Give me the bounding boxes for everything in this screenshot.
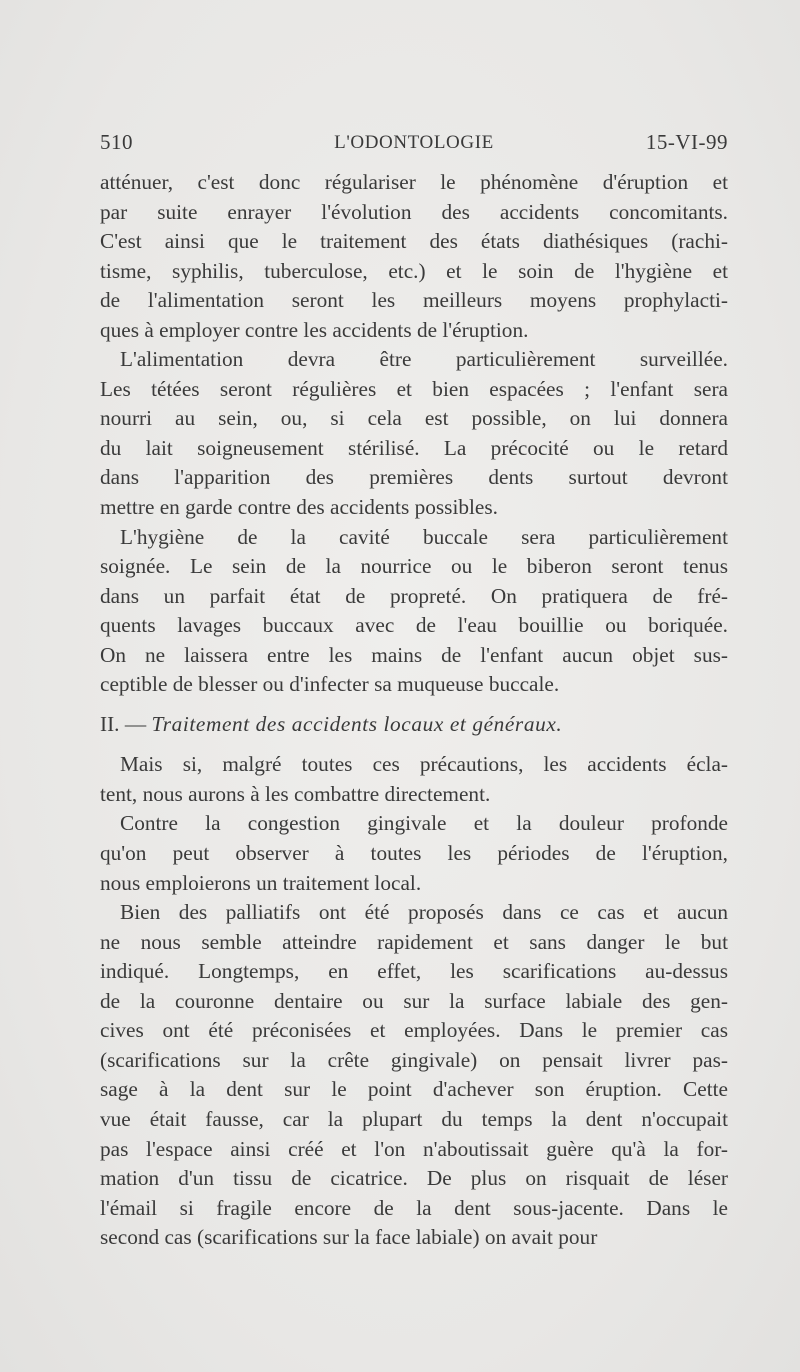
text-line: qu'on peut observer à toutes les périodes de l'éruption, [100,841,728,866]
paragraph-p5 [100,809,728,898]
text-line: (scarifications sur la crête gingivale) on pensait livrer pas- [100,1047,728,1072]
section-heading [100,710,728,740]
text-line: L'alimentation devra être particulièrement surveillée. [120,347,728,372]
text-line: L'hygiène de la cavité buccale sera particulièrement [120,524,728,549]
paragraph-p6 [100,898,728,1253]
text-line: nous emploierons un traitement local. [100,870,422,895]
text-line: ne nous semble atteindre rapidement et sans danger le but [100,929,728,954]
text-line: cives ont été préconisées et employées. Dans le premier cas [100,1018,728,1043]
paragraph-p1 [100,168,728,345]
text-line: Contre la congestion gingivale et la douleur profonde [120,811,728,836]
text-line: quents lavages buccaux avec de l'eau bouillie ou boriquée. [100,613,728,638]
body-text [100,168,728,1253]
text-line: sage à la dent sur le point d'achever son éruption. Cette [100,1077,728,1102]
text-line: ques à employer contre les accidents de l'éruption. [100,317,529,342]
text-line: On ne laissera entre les mains de l'enfant aucun objet sus- [100,642,728,667]
text-line: de la couronne dentaire ou sur la surface labiale des gen- [100,988,728,1013]
text-line: C'est ainsi que le traitement des états diathésiques (rachi- [100,229,728,254]
text-line: indiqué. Longtemps, en effet, les scarifications au-dessus [100,959,728,984]
text-line: pas l'espace ainsi créé et l'on n'aboutissait guère qu'à la for- [100,1136,728,1161]
issue-date: 15-VI-99 [645,130,728,154]
text-line: par suite enrayer l'évolution des accidents concomitants. [100,199,728,224]
text-line: Les tétées seront régulières et bien espacées ; l'enfant sera [100,376,728,401]
text-line: nourri au sein, ou, si cela est possible, on lui donnera [100,406,728,431]
text-line: l'émail si fragile encore de la dent sous-jacente. Dans le [100,1195,728,1220]
text-line: vue était fausse, car la plupart du temps la dent n'occupait [100,1106,728,1131]
running-header [100,130,728,160]
paragraph-p4 [100,750,728,809]
section-title: Traitement des accidents locaux et généraux. [151,711,563,736]
text-line: de l'alimentation seront les meilleurs moyens prophylacti- [100,288,728,313]
text-line: ceptible de blesser ou d'infecter sa muqueuse buccale. [100,672,560,697]
page-number: 510 [100,130,133,154]
paragraph-p2 [100,345,728,522]
text-line: du lait soigneusement stérilisé. La précocité ou le retard [100,435,728,460]
section-number: II. — [100,711,152,736]
text-line: dans un parfait état de propreté. On pratiquera de fré- [100,583,728,608]
text-line: mation d'un tissu de cicatrice. De plus on risquait de léser [100,1166,728,1191]
text-line: mettre en garde contre des accidents possibles. [100,495,498,520]
running-title: L'ODONTOLOGIE [334,132,494,153]
text-line: dans l'apparition des premières dents surtout devront [100,465,728,490]
text-line: soignée. Le sein de la nourrice ou le biberon seront tenus [100,554,728,579]
paragraph-p3 [100,523,728,700]
text-line: Bien des palliatifs ont été proposés dans ce cas et aucun [120,900,728,925]
text-line: tent, nous aurons à les combattre directement. [100,781,491,806]
text-line: tisme, syphilis, tuberculose, etc.) et le soin de l'hygiène et [100,258,728,283]
text-line: Mais si, malgré toutes ces précautions, les accidents écla- [120,752,728,777]
text-line: second cas (scarifications sur la face labiale) on avait pour [100,1225,598,1250]
text-line: atténuer, c'est donc régulariser le phénomène d'éruption et [100,170,728,194]
